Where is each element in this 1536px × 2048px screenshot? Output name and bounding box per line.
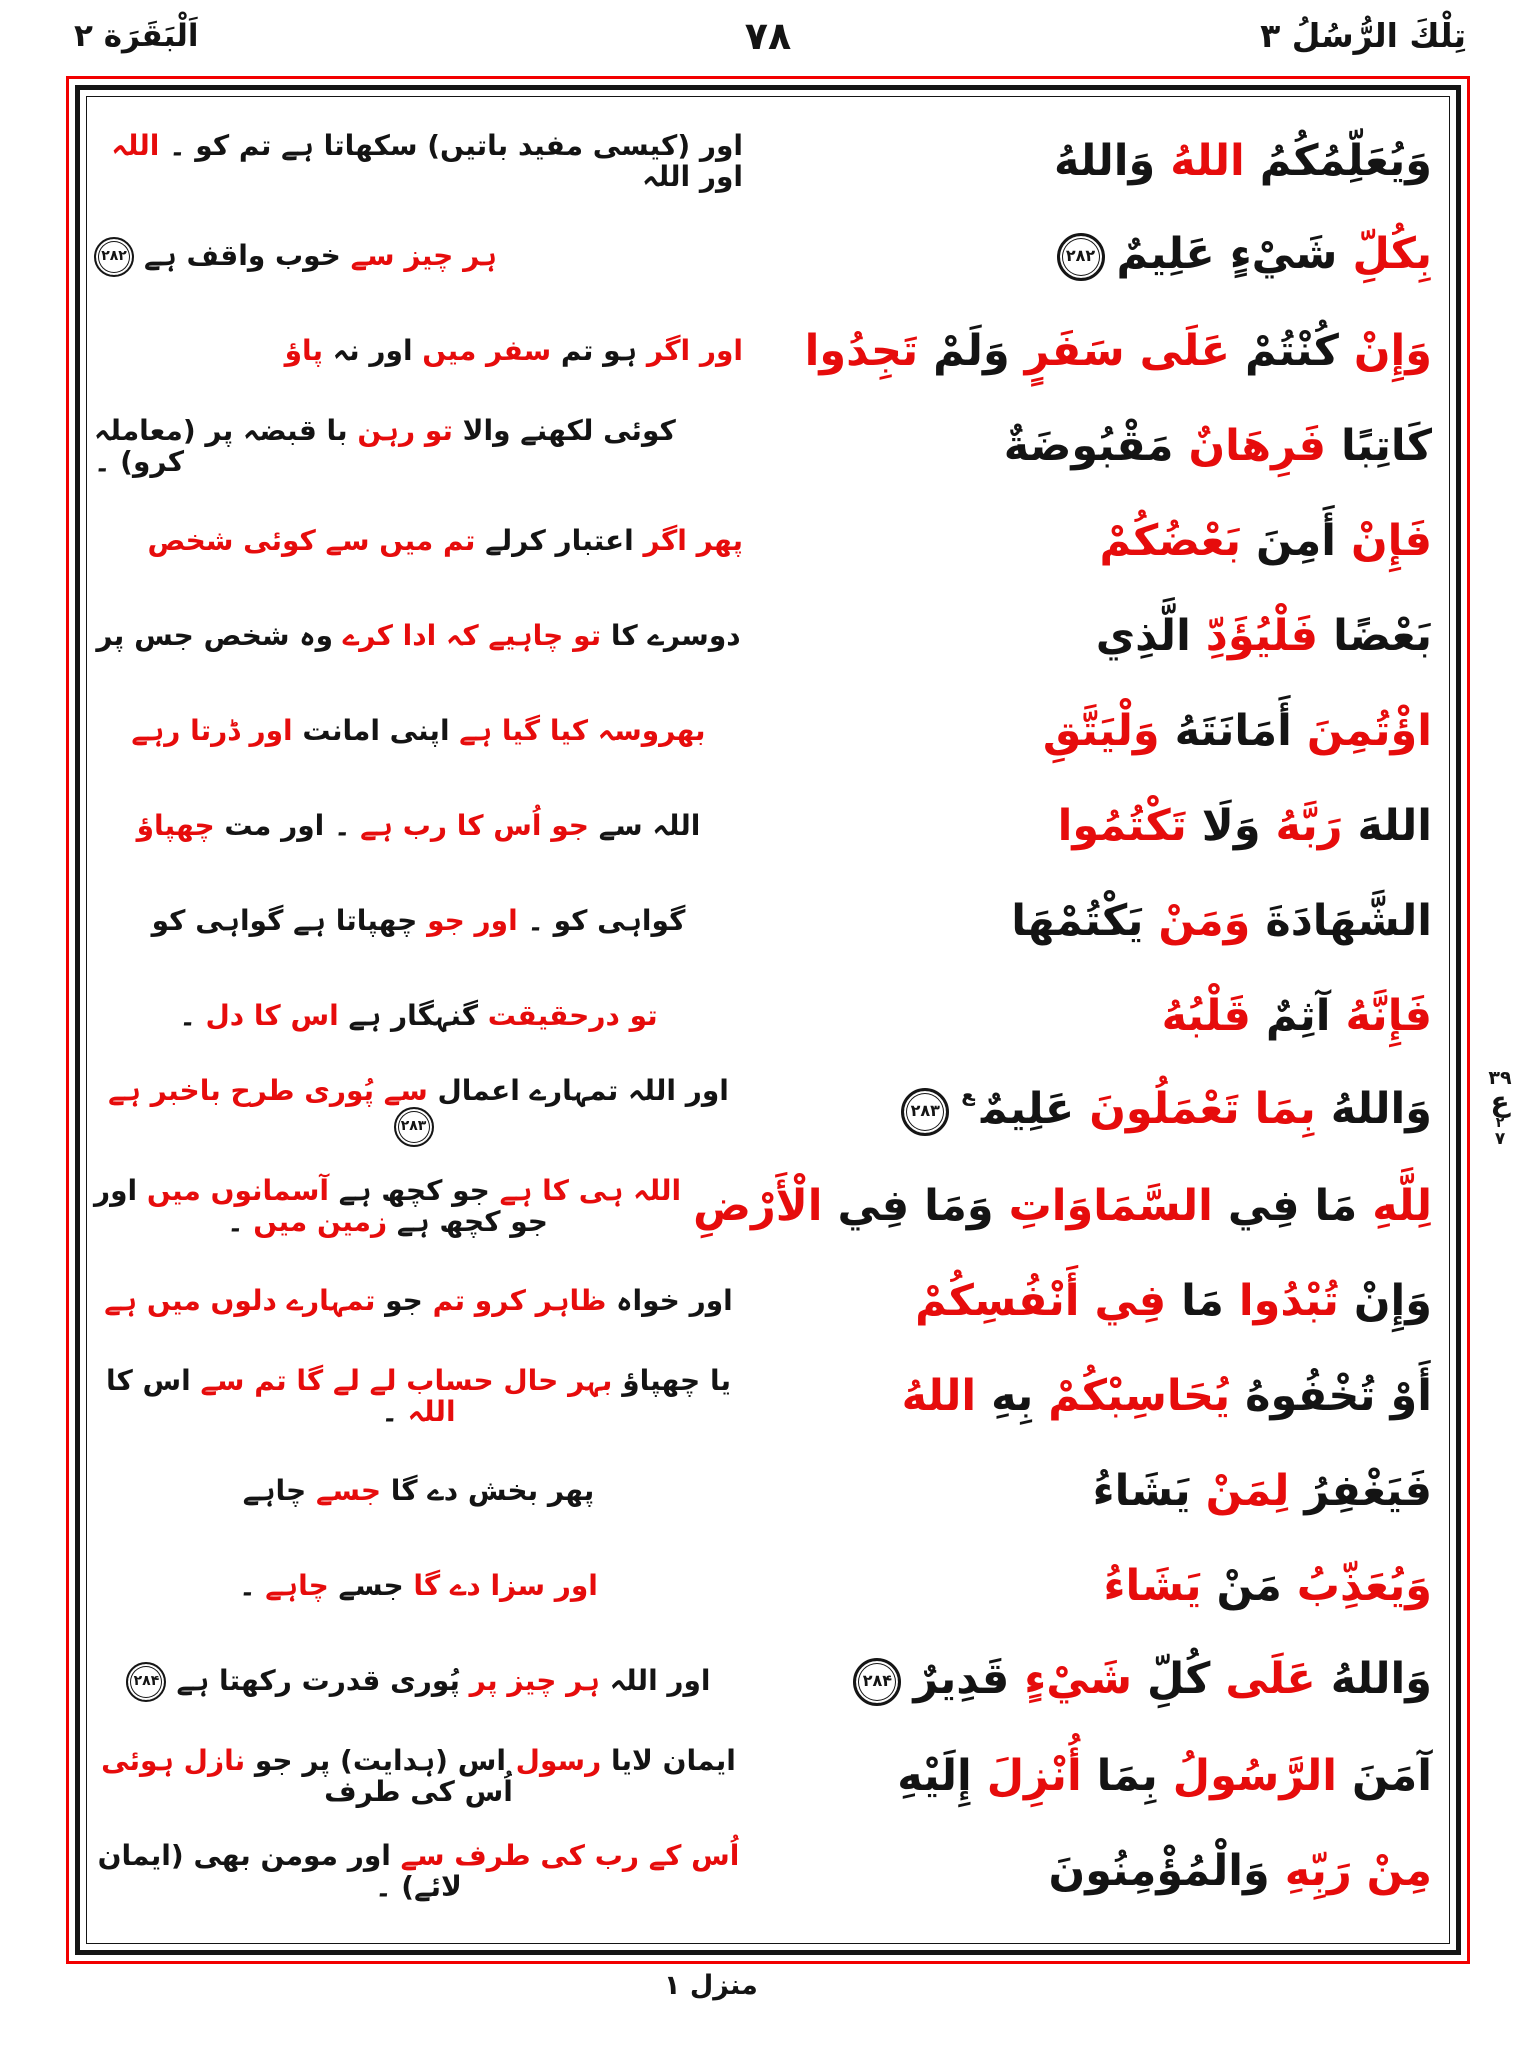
text-segment: اللہ ہی کا ہے — [489, 1173, 682, 1207]
ayah-line-row — [94, 874, 1442, 969]
ayah-line-row — [94, 1444, 1442, 1539]
urdu-translation-line — [94, 1838, 749, 1903]
ayah-line-row — [94, 1349, 1442, 1444]
ayah-line-row — [94, 969, 1442, 1064]
arabic-quran-line — [749, 1275, 1442, 1326]
text-segment: اللهُ — [1155, 135, 1245, 186]
urdu-translation-line — [94, 128, 749, 193]
arabic-quran-line — [749, 229, 1442, 281]
text-segment: جو کچھ ہے — [328, 1173, 490, 1207]
text-segment: فَرِهَانٌ — [1173, 420, 1327, 471]
text-segment: اور اگر — [637, 334, 743, 368]
urdu-translation-line — [94, 1363, 749, 1428]
text-segment: فَإِنَّهُ — [1330, 990, 1432, 1041]
text-segment: مِنْ رَبِّهِ — [1269, 1845, 1432, 1896]
ruku-number-top: ۳۹ — [1488, 1067, 1512, 1089]
text-segment: شَيْءٍ — [1009, 1654, 1133, 1705]
text-segment: وہ شخص جس پر — [96, 619, 334, 653]
text-segment: بِمَا تَعْمَلُونَ — [1074, 1084, 1316, 1135]
urdu-translation-line — [94, 1001, 749, 1032]
ayah-line-row — [94, 114, 1442, 209]
text-segment: وَإِنْ — [1338, 1275, 1432, 1326]
text-segment: أَمَانَتَهُ — [1159, 705, 1292, 756]
text-segment: ایمان لایا — [601, 1743, 736, 1777]
text-segment: اور اللہ تمہارے اعمال — [427, 1074, 729, 1108]
ayah-line-row — [94, 1539, 1442, 1634]
text-segment: يَشَاءُ — [1092, 1465, 1191, 1516]
text-segment: زمین میں — [243, 1204, 388, 1238]
text-segment: فَإِنْ — [1336, 515, 1432, 566]
text-segment: وَلَمْ — [918, 325, 1010, 376]
urdu-translation-line — [94, 621, 749, 652]
ayah-line-row — [94, 304, 1442, 399]
text-segment: بھروسہ کیا گیا ہے — [449, 714, 706, 748]
urdu-translation-line — [94, 237, 749, 277]
text-segment: گنہگار ہے — [338, 999, 479, 1033]
text-segment: تو درحقیقت — [478, 999, 658, 1033]
text-segment: اور (کیسی مفید باتیں) سکھاتا ہے تم کو ۔ — [159, 128, 743, 162]
text-segment: دوسرے کا — [601, 619, 741, 653]
text-segment: اپنی امانت — [292, 714, 450, 748]
text-segment: وَالْمُؤْمِنُونَ — [1048, 1845, 1270, 1896]
arabic-quran-line — [749, 325, 1442, 376]
ayah-line-row — [94, 399, 1442, 494]
ayah-line-row — [94, 1634, 1442, 1729]
text-segment: مَنْ — [1201, 1560, 1282, 1611]
text-segment: اس (ہدایت) پر جو — [245, 1743, 506, 1777]
text-segment: أُنْزِلَ — [971, 1750, 1082, 1801]
text-segment: وَيُعَذِّبُ — [1281, 1560, 1432, 1611]
text-segment: لِمَنْ — [1190, 1465, 1290, 1516]
text-segment: فَلْيُؤَدِّ — [1190, 610, 1319, 661]
text-segment: اور خواہ — [606, 1284, 733, 1318]
text-segment: گواہی کو ۔ — [517, 904, 686, 938]
urdu-translation-line — [94, 716, 749, 747]
text-segment: وَإِنْ — [1338, 325, 1432, 376]
text-segment: تو چاہیے کہ ادا کرے — [333, 619, 602, 653]
urdu-translation-line — [94, 1476, 749, 1507]
text-segment: فِي أَنْفُسِكُمْ — [915, 1275, 1167, 1326]
text-segment: پھر اگر — [633, 524, 743, 558]
text-segment: بہر حال حساب لے لے گا تم سے — [190, 1363, 613, 1397]
text-segment: عَلَى سَفَرٍ — [1009, 325, 1231, 376]
text-segment: اور مومن بھی (ایمان لائے) ۔ — [97, 1838, 462, 1903]
text-segment: إِلَيْهِ — [897, 1750, 972, 1801]
text-segment: كَاتِبًا — [1326, 420, 1432, 471]
text-segment: اُس کے رب کی طرف سے — [390, 1838, 740, 1872]
text-segment: فَيَغْفِرُ — [1289, 1465, 1432, 1516]
text-segment: اعتبار کرلے — [475, 524, 634, 558]
text-segment: اور سزا دے گا — [403, 1569, 598, 1603]
urdu-translation-line — [94, 1571, 749, 1602]
ruku-ain-icon: ع — [961, 1082, 975, 1107]
ruku-number-middle: ۲ — [1495, 1115, 1505, 1131]
ayah-number-medallion: ۲۸۳ — [901, 1088, 949, 1136]
text-segment: جسے — [328, 1569, 404, 1603]
arabic-quran-line — [749, 990, 1442, 1041]
arabic-quran-line — [749, 705, 1442, 756]
ayah-line-row — [94, 589, 1442, 684]
text-segment: ہر چیز سے — [340, 238, 497, 272]
text-segment: وَلَا — [1186, 800, 1261, 851]
arabic-quran-line — [687, 1180, 1442, 1231]
text-segment: چاہے — [242, 1474, 307, 1508]
text-segment: ہر چیز پر — [459, 1663, 600, 1697]
text-segment: نازل ہوئی — [101, 1743, 246, 1777]
text-segment: تَجِدُوا — [804, 325, 919, 376]
text-segment: أَمِنَ — [1240, 515, 1337, 566]
text-segment: تم میں سے کوئی شخص — [147, 524, 476, 558]
ayah-number-medallion: ۲۸۲ — [1057, 233, 1105, 281]
urdu-translation-line — [94, 526, 749, 557]
arabic-quran-line — [749, 1082, 1442, 1136]
outer-red-frame — [66, 76, 1470, 1964]
urdu-translation-line — [94, 1662, 749, 1702]
text-segment: پاؤ — [284, 334, 324, 368]
text-segment: قَدِيرٌ — [913, 1654, 1010, 1705]
text-segment: اور جو — [417, 904, 518, 938]
text-segment: چھپاتا ہے گواہی کو — [151, 904, 418, 938]
text-segment: قَلْبُهُ — [1161, 990, 1251, 1041]
page-number: ۷۸ — [744, 14, 792, 58]
arabic-quran-line — [749, 1750, 1442, 1801]
urdu-translation-line — [94, 906, 749, 937]
arabic-quran-line — [749, 1560, 1442, 1611]
ayah-line-row — [94, 779, 1442, 874]
text-segment: وَلْيَتَّقِ — [1042, 705, 1160, 756]
urdu-translation-line — [94, 1743, 749, 1808]
text-segment: عَلَى — [1210, 1654, 1316, 1705]
text-segment: كُنْتُمْ — [1230, 325, 1339, 376]
urdu-translation-line — [93, 1173, 687, 1238]
text-segment: ۔ — [227, 1204, 244, 1238]
text-segment: وَمَا فِي — [822, 1180, 994, 1231]
text-segment: جسے — [306, 1474, 382, 1508]
arabic-quran-line — [749, 1370, 1442, 1421]
urdu-translation-line — [94, 336, 749, 367]
text-segment: الَّذِي — [1095, 610, 1191, 661]
text-segment: وَاللهُ — [1315, 1654, 1432, 1705]
text-segment: با قبضہ پر (معاملہ کرو) ۔ — [94, 413, 348, 478]
text-segment: وَيُعَلِّمُكُمُ — [1244, 135, 1432, 186]
arabic-quran-line — [749, 135, 1442, 186]
text-segment: تَكْتُمُوا — [1057, 800, 1187, 851]
text-segment: اللہ — [111, 128, 160, 162]
urdu-translation-line — [94, 1286, 749, 1317]
text-segment: آثِمٌ — [1250, 990, 1331, 1041]
text-segment: چاہے — [255, 1569, 329, 1603]
text-segment: بِكُلِّ — [1337, 229, 1432, 280]
ayah-number-medallion: ۲۸۴ — [853, 1658, 901, 1706]
text-segment: بَعْضًا — [1318, 610, 1432, 661]
ayah-number-medallion: ۲۸۴ — [126, 1662, 166, 1702]
ayah-line-row — [94, 1064, 1442, 1159]
arabic-quran-line — [749, 1654, 1442, 1706]
arabic-quran-line — [749, 515, 1442, 566]
text-segment: جو اُس کا رب ہے — [350, 809, 589, 843]
text-segment: يُحَاسِبْكُمْ — [1033, 1370, 1231, 1421]
text-segment: آمَنَ — [1336, 1750, 1432, 1801]
text-segment: خوب واقف ہے — [144, 238, 341, 272]
ayah-line-row — [94, 494, 1442, 589]
ruku-ain-icon: ع — [1490, 1085, 1510, 1118]
text-segment: اور جو کچھ ہے — [93, 1173, 548, 1238]
ayah-line-row — [94, 1824, 1442, 1919]
text-segment: ہو تم — [551, 334, 638, 368]
ayah-line-row — [94, 684, 1442, 779]
text-segment: ۔ — [179, 999, 196, 1033]
text-segment: چھپاؤ — [136, 809, 215, 843]
text-segment: اس کا دل — [195, 999, 339, 1033]
page-header — [0, 14, 1536, 66]
text-segment: اور نہ — [323, 334, 413, 368]
text-segment: اللہ سے — [588, 809, 701, 843]
text-segment: وَاللهُ — [1315, 1084, 1432, 1135]
text-segment: بِهِ — [976, 1370, 1034, 1421]
text-segment: أَوْ تُخْفُوهُ — [1230, 1370, 1432, 1421]
ayah-line-row — [94, 1729, 1442, 1824]
ruku-marker — [1478, 1068, 1522, 1148]
text-segment: ۔ — [381, 1394, 398, 1428]
text-segment: سفر میں — [412, 334, 552, 368]
text-segment: پُوری قدرت رکھتا ہے — [176, 1663, 460, 1697]
text-segment: اُس کی طرف — [324, 1774, 513, 1808]
text-segment: اللهَ — [1342, 800, 1432, 851]
text-segment: بِمَا — [1081, 1750, 1158, 1801]
text-segment: ۔ اور مت — [214, 809, 351, 843]
text-segment: شَيْءٍ عَلِيمٌ — [1116, 229, 1338, 280]
text-segment: پھر بخش دے گا — [381, 1474, 595, 1508]
text-segment: تو رہن — [347, 413, 453, 447]
text-segment: وَمَنْ — [1143, 895, 1251, 946]
text-segment: مَقْبُوضَةٌ — [1003, 420, 1174, 471]
text-segment: عَلِيمٌ — [980, 1084, 1075, 1135]
text-segment: تمہارے دلوں میں ہے — [104, 1284, 376, 1318]
ayah-line-row — [94, 209, 1442, 304]
ayah-number-medallion: ۲۸۳ — [394, 1107, 434, 1147]
text-segment: لِلَّهِ — [1357, 1180, 1432, 1231]
ayah-number-medallion: ۲۸۲ — [94, 237, 134, 277]
text-segment: اللهُ — [901, 1370, 977, 1421]
text-segment: وَاللهُ — [1054, 135, 1156, 186]
text-segment: اور ڈرتا رہے — [131, 714, 293, 748]
text-segment: سے پُوری طرح باخبر ہے — [108, 1074, 428, 1108]
ayah-line-row — [94, 1159, 1442, 1254]
urdu-translation-line — [94, 1076, 749, 1147]
text-segment: يَشَاءُ — [1103, 1560, 1202, 1611]
urdu-translation-line — [94, 413, 749, 478]
text-segment: اللہ — [397, 1394, 456, 1428]
text-segment: رَبَّهُ — [1260, 800, 1343, 851]
text-segment: اس کا — [105, 1363, 191, 1397]
surah-title: اَلْبَقَرَة ۲ — [74, 18, 199, 54]
text-segment: جو — [375, 1284, 423, 1318]
arabic-quran-line — [749, 610, 1442, 661]
text-segment: رسول — [505, 1743, 602, 1777]
text-segment: مَا فِي — [1212, 1180, 1358, 1231]
arabic-quran-line — [749, 895, 1442, 946]
text-segment: الْأَرْضِ — [693, 1180, 823, 1231]
text-segment: یا چھپاؤ — [612, 1363, 731, 1397]
text-segment: ظاہر کرو تم — [422, 1284, 607, 1318]
text-segment: الشَّهَادَةَ — [1250, 895, 1432, 946]
arabic-quran-line — [749, 420, 1442, 471]
text-segment: اور اللہ — [599, 1663, 711, 1697]
text-segment: كُلِّ — [1132, 1654, 1211, 1705]
lines — [94, 114, 1442, 1919]
text-segment: السَّمَاوَاتِ — [993, 1180, 1213, 1231]
urdu-translation-line — [94, 811, 749, 842]
text-segment: مَا — [1166, 1275, 1224, 1326]
text-segment: اور اللہ — [642, 159, 743, 193]
ruku-number-bottom: ۷ — [1494, 1129, 1506, 1149]
text-segment: اؤْتُمِنَ — [1291, 705, 1432, 756]
manzil-label: منزل ۱ — [664, 1970, 758, 2001]
text-segment: ۔ — [239, 1569, 256, 1603]
text-segment: بَعْضُكُمْ — [1099, 515, 1241, 566]
juz-title: تِلْكَ الرُّسُلُ ۳ — [1260, 16, 1466, 55]
text-segment: آسمانوں میں — [137, 1173, 329, 1207]
text-segment: تُبْدُوا — [1223, 1275, 1339, 1326]
arabic-quran-line — [749, 1845, 1442, 1896]
inner-black-frame — [75, 85, 1461, 1955]
ayah-line-row — [94, 1254, 1442, 1349]
text-segment: يَكْتُمْهَا — [1011, 895, 1144, 946]
text-segment: کوئی لکھنے والا — [452, 413, 676, 447]
text-segment: الرَّسُولُ — [1157, 1750, 1337, 1801]
arabic-quran-line — [749, 1465, 1442, 1516]
arabic-quran-line — [749, 800, 1442, 851]
